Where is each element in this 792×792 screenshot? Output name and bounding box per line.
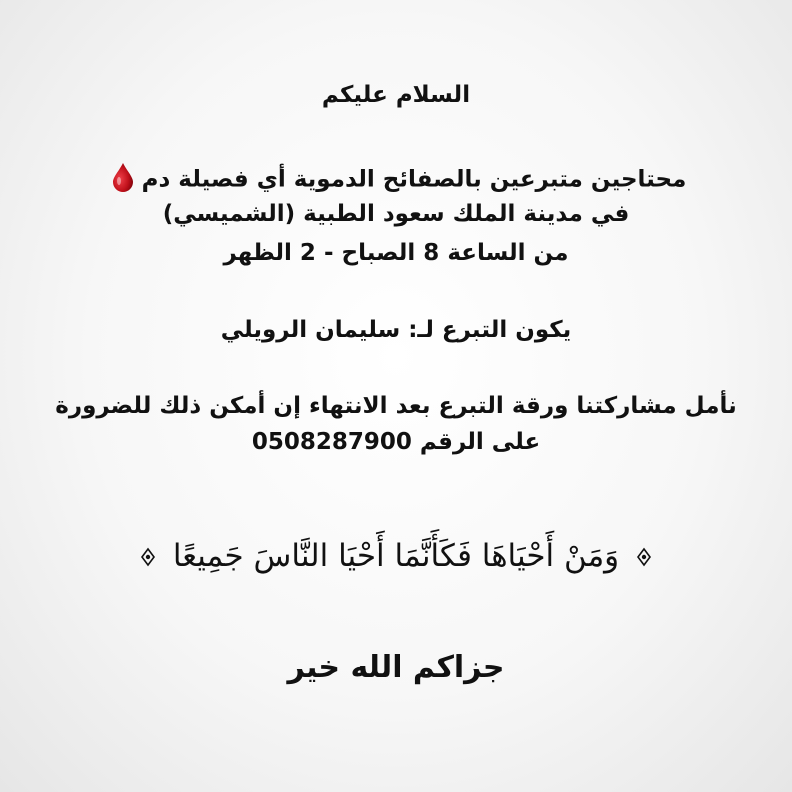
ornament-left-icon <box>139 540 157 576</box>
time-line: من الساعة 8 الصباح - 2 الظهر <box>223 240 569 266</box>
need-line <box>0 162 792 198</box>
need-text: محتاجين متبرعين بالصفائح الدموية أي فصيلة دم <box>141 166 687 193</box>
request-line: نأمل مشاركتنا ورقة التبرع بعد الانتهاء إن أمكن ذلك للضرورة <box>55 393 737 419</box>
verse-text: وَمَنْ أَحْيَاهَا فَكَأَنَّمَا أَحْيَا النَّاسَ جَمِيعًا <box>172 538 620 574</box>
quran-verse <box>0 538 792 576</box>
hospital-line: في مدينة الملك سعود الطبية (الشميسي) <box>162 201 630 227</box>
thanks-text: جزاكم الله خير <box>287 650 505 685</box>
blood-drop-icon <box>112 162 134 198</box>
phone-line: على الرقم 0508287900 <box>251 429 541 455</box>
donor-line: يكون التبرع لـ: سليمان الرويلي <box>220 317 572 343</box>
greeting-text: السلام عليكم <box>321 82 471 108</box>
ornament-right-icon <box>635 540 653 576</box>
